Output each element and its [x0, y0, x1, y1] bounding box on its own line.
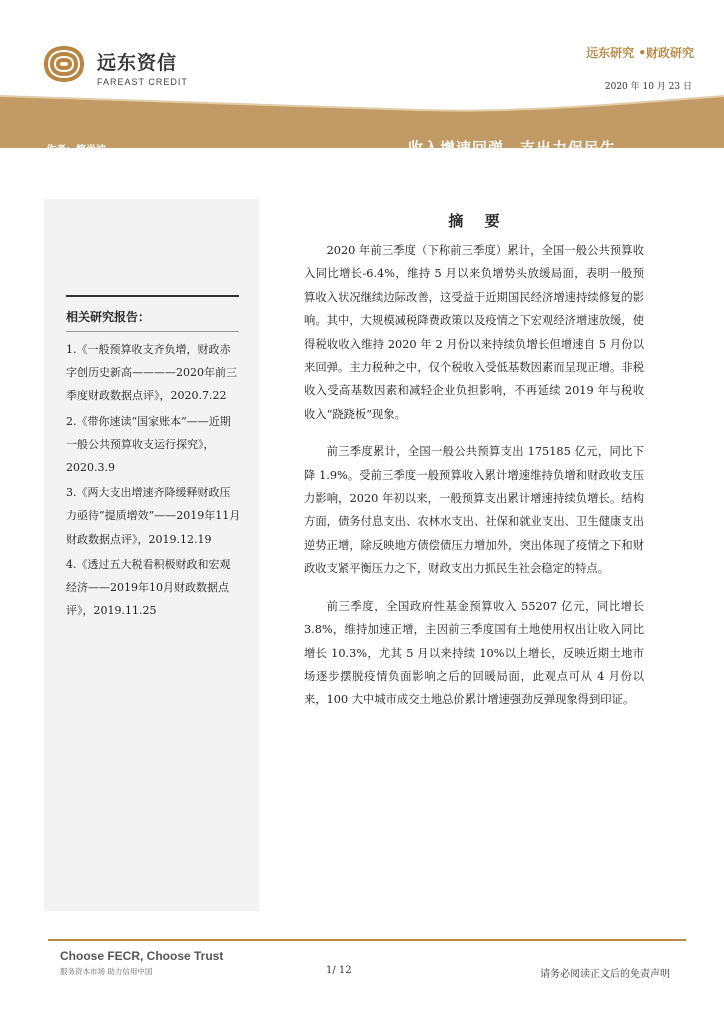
related-reports-list — [66, 338, 241, 624]
brand-block — [97, 48, 188, 87]
brand-name-en: FAREAST CREDIT — [97, 77, 188, 87]
author-name: 作者：简尚波 — [46, 145, 106, 156]
fareast-credit-logo-icon — [40, 44, 88, 84]
disclaimer-note: 请务必阅读正文后的免责声明 — [540, 969, 670, 980]
abstract-section — [304, 210, 644, 712]
report-title-block — [408, 137, 616, 183]
report-title: 收入增速回弹，支出力保民生 — [407, 139, 616, 157]
report-date: 2020 年 10 月 23 日 — [604, 82, 692, 92]
related-report-item[interactable]: 3.《两大支出增速齐降缓释财政压力亟待“提质增效”——2019年11月财政数据点评》，2019.12.19 — [66, 486, 241, 546]
report-series: 远东研究 •财政研究 — [586, 46, 694, 60]
related-reports-heading: 相关研究报告： — [66, 310, 151, 324]
related-report-item[interactable]: 1.《一般预算收支齐负增，财政赤字创历史新高————2020年前三季度财政数据点评》，2020.7.22 — [66, 343, 237, 403]
footer-tagline: 服务资本市场 助力信用中国 — [60, 967, 153, 976]
sidebar-divider-thin — [66, 331, 239, 332]
abstract-paragraph: 前三季度，全国政府性基金预算收入 55207 亿元，同比增长 3.8%，维持加速正增，主因前三季度国有土地使用权出让收入同比增长 10.3%，尤其 5 月以来持续 10%以上增长，反映近期土地市场逐步摆脱疫情负面影响之后的回暖局面，此观点可从 4 月份以来，100 大中城市成交土地总价累计增速强劲反弹现象得到印证。 — [304, 599, 644, 707]
abstract-paragraph: 前三季度累计，全国一般公共预算支出 175185 亿元，同比下降 1.9%。受前三季度一般预算收入累计增速维持负增和财政收支压力影响，2020 年初以来，一般预算支出累计增速持续负增长。结构方面，债务付息支出、农林水支出、社保和就业支出、卫生健康支出逆势正增，除反映地方债偿债压力增加外，突出体现了疫情之下和财政收支紧平衡压力之下，财政支出力抓民生社会稳定的特点。 — [304, 445, 644, 576]
author-info — [46, 140, 200, 182]
author-email: 邮箱：research@fecr.com.cn — [46, 166, 200, 177]
footer-slogan: Choose FECR, Choose Trust — [60, 949, 224, 963]
abstract-title: 摘 要 — [448, 212, 508, 230]
related-report-item[interactable]: 4.《透过五大税看积极财政和宏观经济——2019年10月财政数据点评》，2019.11.25 — [66, 557, 231, 618]
related-report-item[interactable]: 2.《带你速读“国家账本”——近期一般公共预算收支运行探究》，2020.3.9 — [66, 414, 231, 475]
report-subtitle: ——2020 年前三季度财政数据点评 — [411, 167, 613, 182]
brand-name-cn: 远东资信 — [97, 52, 178, 74]
sidebar-divider — [66, 295, 239, 297]
footer-divider — [48, 939, 686, 941]
sidebar — [44, 199, 259, 911]
abstract-paragraph: 2020 年前三季度（下称前三季度）累计，全国一般公共预算收入同比增长-6.4%，维持 5 月以来负增势头放缓局面，表明一般预算收入状况继续边际改善，这受益于近期国民经济增速持续修复的影响。其中，大规模减税降费政策以及疫情之下宏观经济增速放缓，使得税收收入维持 2020 年 2 月份以来持续负增长但增速自 5 月份以来回弹。主力税种之中，仅个税收入受低基数因素而呈现正增。非税收入受高基数因素和减轻企业负担影响，不再延续 2019 年与税收收入“跷跷板”现象。 — [304, 244, 644, 421]
page-number: 1/ 12 — [326, 965, 352, 976]
